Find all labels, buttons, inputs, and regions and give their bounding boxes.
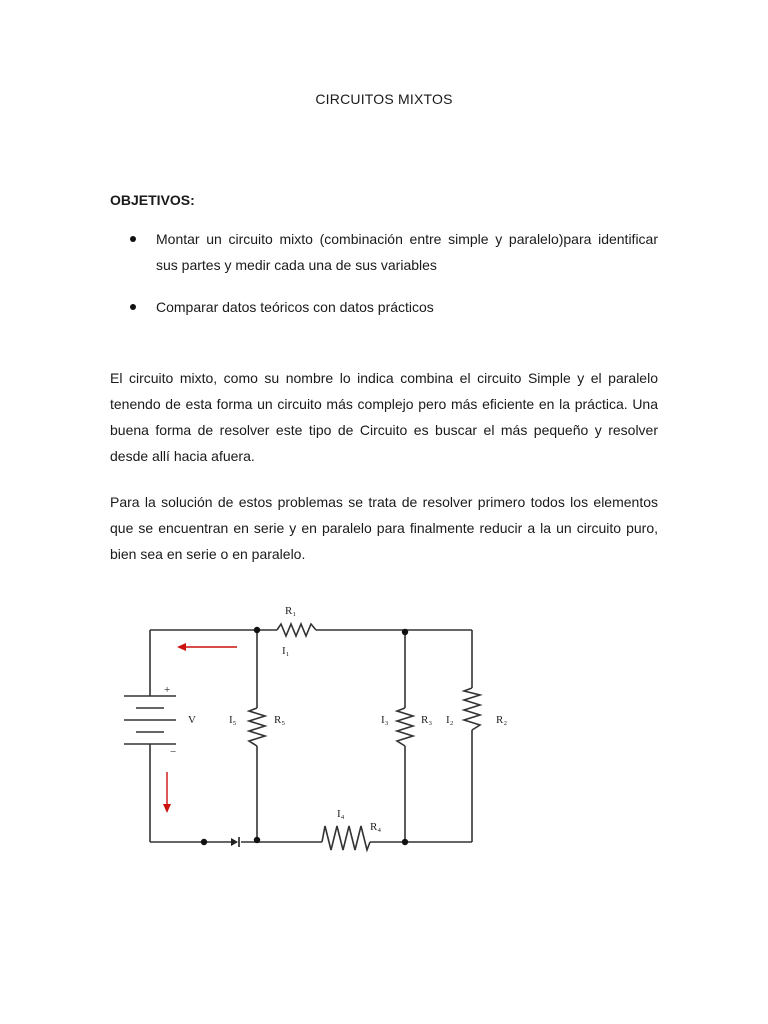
label-i3: I₃ (381, 714, 389, 726)
junction-nodes (201, 627, 408, 845)
junction-dot-icon (201, 839, 207, 845)
paragraph: Para la solución de estos problemas se trata de resolver primero todos los elementos que se encuentran en serie y en paralelo para finalmente reducir a la un circuito puro, bien sea en serie o en paralelo. (110, 494, 658, 562)
label-v: V (188, 714, 196, 726)
current-arrow-left-icon (177, 643, 237, 651)
label-r2: R₂ (496, 714, 508, 726)
resistor-r3-icon (397, 708, 413, 746)
objective-text: Montar un circuito mixto (combinación entre simple y paralelo)para identificar sus partes y medir cada una de sus variables (156, 231, 658, 273)
label-r3: R₃ (421, 714, 433, 726)
bullet-icon (130, 304, 136, 310)
label-i5: I₅ (229, 714, 237, 726)
current-arrow-down-icon (163, 772, 171, 813)
diode-icon (231, 837, 239, 847)
label-r1: R₁ (285, 605, 297, 617)
label-plus: + (164, 684, 171, 696)
junction-dot-icon (402, 839, 408, 845)
resistor-r4-icon (322, 826, 370, 850)
label-minus: − (170, 746, 177, 758)
battery-icon (124, 687, 176, 747)
resistor-r5-icon (249, 708, 265, 746)
junction-dot-icon (254, 627, 260, 633)
junction-dot-icon (254, 837, 260, 843)
label-i1: I₁ (282, 645, 290, 657)
label-r4: R₄ (370, 821, 382, 833)
junction-dot-icon (402, 629, 408, 635)
label-r5: R₅ (274, 714, 286, 726)
page-title: CIRCUITOS MIXTOS (315, 91, 453, 107)
label-i4: I₄ (337, 808, 345, 820)
resistor-r1-icon (277, 624, 316, 636)
resistor-r2-icon (464, 688, 480, 730)
objective-item (110, 294, 658, 320)
objectives-list (110, 226, 658, 320)
objective-text: Comparar datos teóricos con datos prácticos (156, 299, 434, 315)
circuit-wires (150, 630, 472, 842)
bullet-icon (130, 236, 136, 242)
circuit-diagram (115, 595, 535, 860)
objectives-heading: OBJETIVOS: (110, 192, 195, 208)
paragraph: El circuito mixto, como su nombre lo indica combina el circuito Simple y el paralelo tenendo de esta forma un circuito más complejo pero más eficiente en la práctica. Una buena forma de resolver este tipo de Circuito es buscar el más pequeño y resolver desde allí hacia afuera. (110, 370, 658, 464)
objective-item (110, 226, 658, 278)
label-i2: I₂ (446, 714, 454, 726)
